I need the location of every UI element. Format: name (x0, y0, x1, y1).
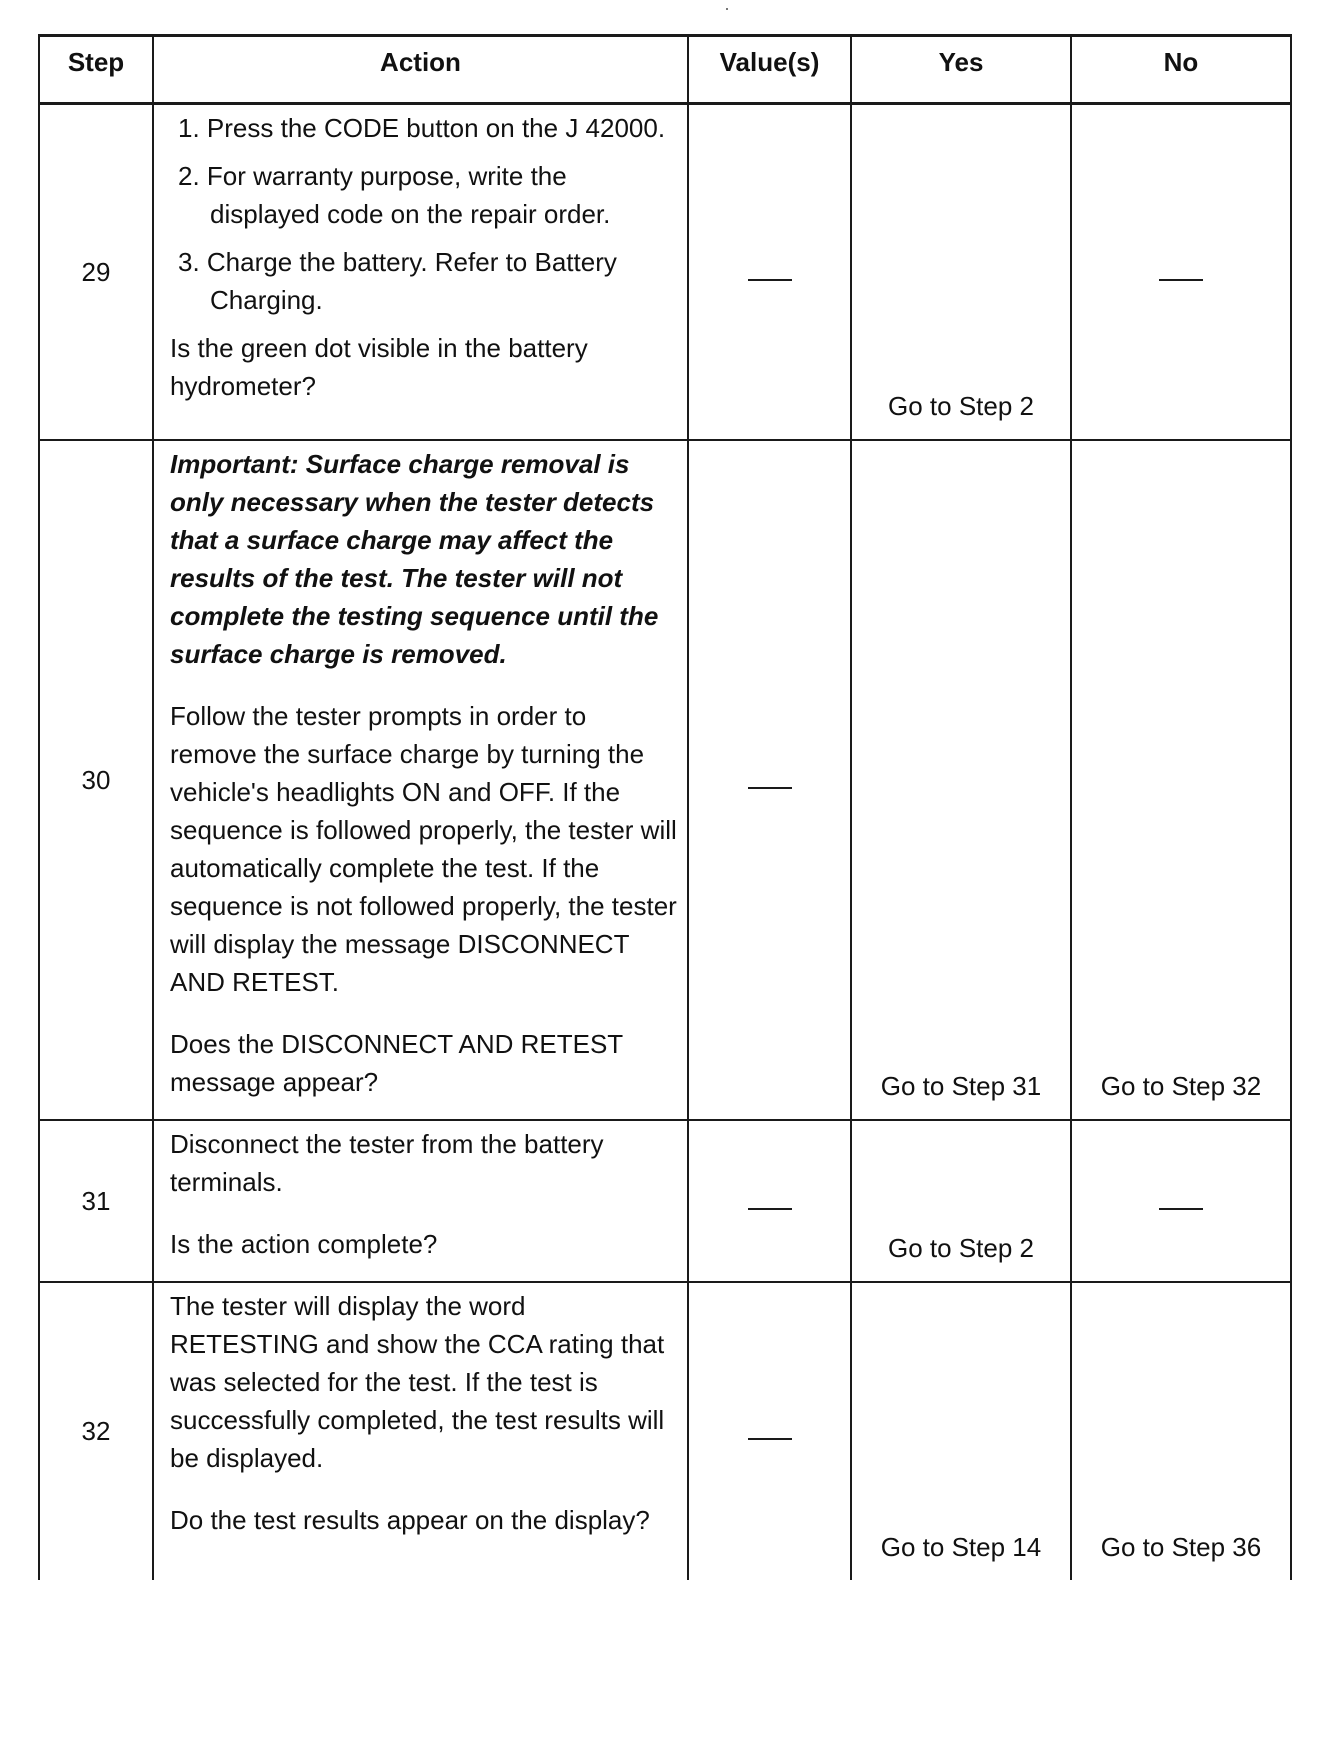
value-cell (688, 1120, 851, 1282)
header-yes: Yes (851, 36, 1071, 104)
table-row (39, 1282, 1291, 1580)
diagnostic-table (38, 34, 1292, 1580)
empty-dash (748, 1438, 792, 1440)
table-row (39, 104, 1291, 440)
important-note: Important: Surface charge removal is only necessary when the tester detects that a surface charge may affect the results of the test. The tester will not complete the testing sequence until the surface charge is removed. (170, 448, 659, 669)
action-cell (153, 1120, 688, 1282)
action-item: 1. Press the CODE button on the J 42000. (178, 113, 666, 143)
header-no: No (1071, 36, 1291, 104)
header-step: Step (39, 36, 153, 104)
action-question: Is the green dot visible in the battery hydrometer? (170, 333, 588, 401)
action-question: Is the action complete? (170, 1228, 438, 1259)
scan-speck (726, 8, 728, 10)
action-text: The tester will display the word RETESTING and show the CCA rating that was selected for the test. If the test is successfully completed, the test results will be displayed. (170, 1290, 665, 1473)
step-number: 32 (39, 1282, 153, 1580)
action-item: 2. For warranty purpose, write the displayed code on the repair order. (178, 161, 611, 229)
header-values: Value(s) (688, 36, 851, 104)
table-row (39, 440, 1291, 1120)
action-question: Do the test results appear on the display? (170, 1504, 650, 1535)
table-header-row (39, 36, 1291, 104)
no-cell (1071, 1120, 1291, 1282)
step-number: 30 (39, 440, 153, 1120)
action-item: 3. Charge the battery. Refer to Battery Charging. (178, 247, 617, 315)
table-row (39, 1120, 1291, 1282)
value-cell (688, 1282, 851, 1580)
no-cell (1071, 104, 1291, 440)
no-cell: Go to Step 32 (1071, 440, 1291, 1120)
action-cell (153, 440, 688, 1120)
action-cell (153, 104, 688, 440)
no-cell: Go to Step 36 (1071, 1282, 1291, 1580)
empty-dash (748, 1208, 792, 1210)
action-text: Follow the tester prompts in order to remove the surface charge by turning the vehicle's headlights ON and OFF. If the sequence is followed properly, the tester will automatically complete the test. If the sequence is not followed properly, the tester will display the message DISCONNECT AND RETEST. (170, 700, 677, 997)
empty-dash (1159, 1208, 1203, 1210)
action-list (170, 109, 677, 319)
yes-cell: Go to Step 31 (851, 440, 1071, 1120)
value-cell (688, 104, 851, 440)
empty-dash (748, 279, 792, 281)
step-number: 31 (39, 1120, 153, 1282)
value-cell (688, 440, 851, 1120)
yes-cell: Go to Step 14 (851, 1282, 1071, 1580)
step-number: 29 (39, 104, 153, 440)
action-cell (153, 1282, 688, 1580)
empty-dash (748, 787, 792, 789)
header-action: Action (153, 36, 688, 104)
yes-cell: Go to Step 2 (851, 104, 1071, 440)
yes-cell: Go to Step 2 (851, 1120, 1071, 1282)
action-text: Disconnect the tester from the battery terminals. (170, 1128, 604, 1197)
empty-dash (1159, 279, 1203, 281)
action-question: Does the DISCONNECT AND RETEST message appear? (170, 1028, 623, 1097)
